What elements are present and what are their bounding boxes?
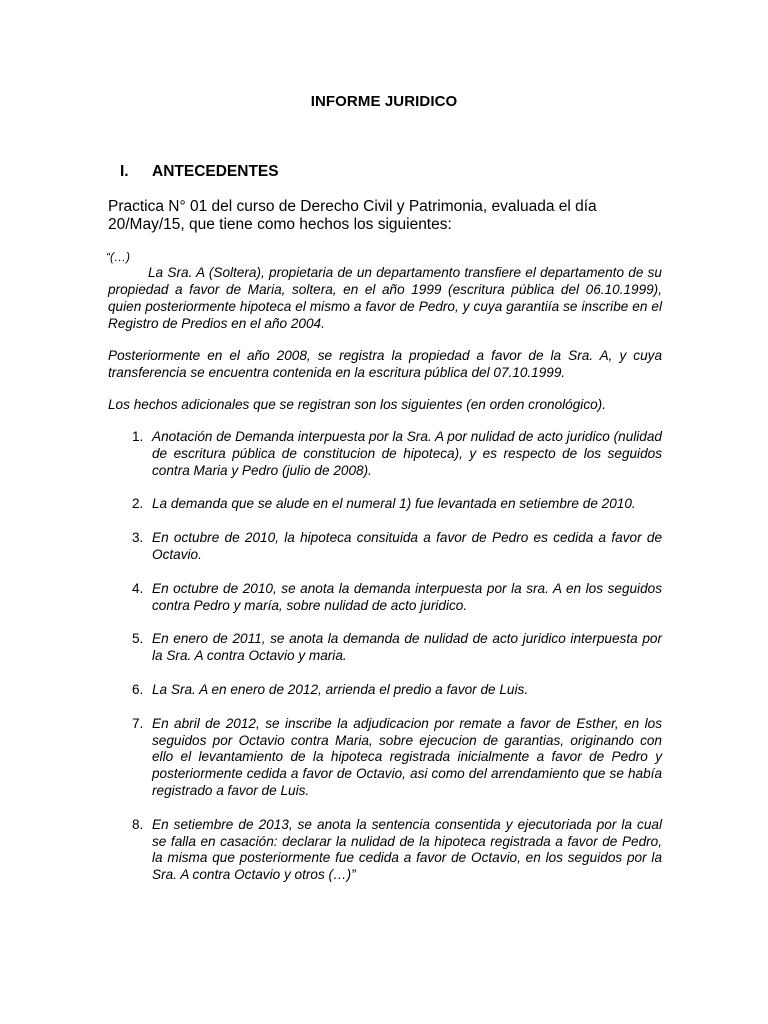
list-item-text: En abril de 2012, se inscribe la adjudicacion por remate a favor de Esther, en los seguidos por Octavio contra Maria, sobre ejecucion de garantias, originando con ello el levantamiento de la hipoteca registrada inicialmente a favor de Pedro y posteriormente cedida a favor de Octavio, asi como del arrendamiento que se había registrado a favor de Luis. (152, 715, 662, 798)
list-item (108, 631, 662, 665)
list-item-text: Anotación de Demanda interpuesta por la Sra. A por nulidad de acto juridico (nulidad de escritura pública de constitucion de hipoteca), y es respecto de los seguidos contra Maria y Pedro (julio de 2008). (152, 429, 662, 478)
list-item-text: En octubre de 2010, se anota la demanda interpuesta por la sra. A en los seguidos contra Pedro y maría, sobre nulidad de acto juridico. (152, 580, 662, 613)
section-heading (120, 163, 279, 181)
section-number: I. (120, 163, 129, 180)
document-title: INFORME JURIDICO (310, 93, 458, 110)
list-item (108, 530, 662, 564)
list-item-number: 3. (132, 530, 144, 546)
events-list (108, 429, 662, 884)
list-item (108, 429, 662, 479)
list-item-number: 1. (132, 429, 144, 444)
list-item (108, 496, 662, 513)
quote-open-mark: “(…) (106, 250, 130, 264)
quoted-paragraph-3: Los hechos adicionales que se registran son los siguientes (en orden cronológico). (108, 397, 606, 412)
list-item-number: 8. (132, 816, 144, 832)
list-item-number: 5. (132, 631, 144, 647)
intro-paragraph: Practica N° 01 del curso de Derecho Civil y Patrimonia, evaluada el día 20/May/15, que tiene como hechos los siguientes: (108, 198, 597, 233)
list-item-text: En setiembre de 2013, se anota la sentencia consentida y ejecutoriada por la cual se falla en casación: declarar la nulidad de la hipoteca registrada a favor de Pedro, la misma que posteriormente fue cedida a favor de Octavio, en los seguidos por la Sra. A contra Octavio y otros (…)” (152, 816, 662, 883)
list-item-text: En enero de 2011, se anota la demanda de nulidad de acto juridico interpuesta por la Sra. A contra Octavio y maria. (152, 631, 662, 664)
list-item (108, 716, 662, 800)
list-item-text: En octubre de 2010, la hipoteca consituida a favor de Pedro es cedida a favor de Octavio. (152, 530, 662, 562)
list-item-number: 4. (132, 580, 144, 596)
quoted-paragraph-2: Posteriormente en el año 2008, se registra la propiedad a favor de la Sra. A, y cuya transferencia se encuentra contenida en la escritura pública del 07.10.1999. (108, 348, 662, 380)
list-item-text: La demanda que se alude en el numeral 1) fue levantada en setiembre de 2010. (152, 496, 636, 512)
list-item-text: La Sra. A en enero de 2012, arrienda el predio a favor de Luis. (152, 681, 529, 697)
list-item-number: 2. (132, 496, 144, 512)
list-item (108, 581, 662, 615)
section-title: ANTECEDENTES (152, 163, 279, 180)
quoted-paragraph-1: La Sra. A (Soltera), propietaria de un departamento transfiere el departamento de su propiedad a favor de Maria, soltera, en el año 1999 (escritura pública del 06.10.1999), quien posteriormente hipoteca el mismo a favor de Pedro, y cuya garantiía se inscribe en el Registro de Predios en el año 2004. (108, 265, 662, 331)
list-item (108, 817, 662, 884)
list-item-number: 6. (132, 681, 144, 697)
list-item-number: 7. (132, 715, 144, 731)
list-item (108, 682, 662, 699)
